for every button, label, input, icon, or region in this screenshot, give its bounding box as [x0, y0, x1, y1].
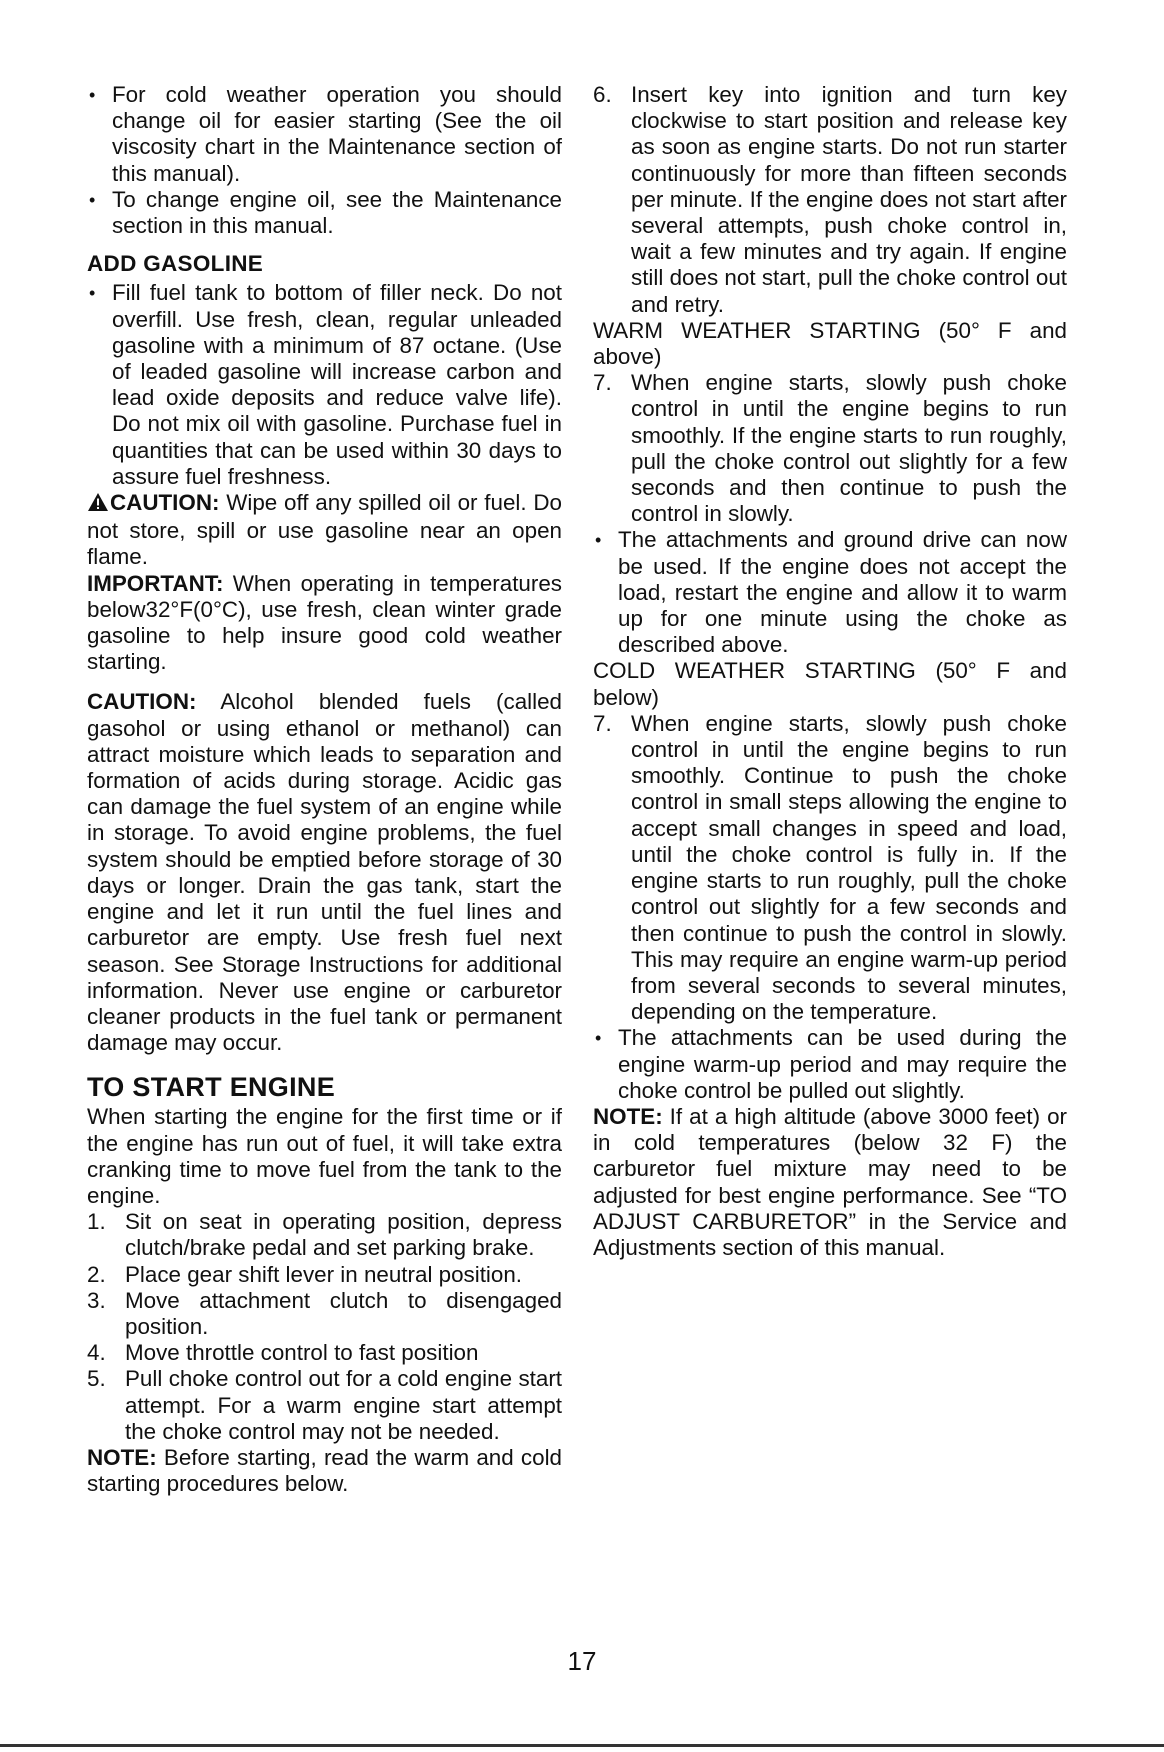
start-steps-list [87, 1209, 562, 1445]
add-gasoline-heading: ADD GASOLINE [87, 251, 264, 277]
altitude-note-text: If at a high altitude (above 3000 feet) or in cold temperatures (below 32 F) the carburetor fuel mixture may need to be adjusted for best engine performance. See “TO ADJUST CARBURETOR” in the Service and Adjustments section of this manual. [593, 1103, 1067, 1260]
note-paragraph [87, 1445, 562, 1497]
right-column [593, 82, 1067, 1261]
bottom-divider [0, 1744, 1164, 1747]
fuel-tank-bullet: • Fill fuel tank to bottom of filler neck. Do not overfill. Use fresh, clean, regular unleaded gasoline with a minimum of 87 octane. (Use of leaded gasoline will increase carbon and lead oxide deposits and reduce valve life). Do not mix oil with gasoline. Purchase fuel in quantities that can be used within 30 days to assure fuel freshness. [87, 280, 562, 490]
step-6-item: 6. Insert key into ignition and turn key clockwise to start position and release key as soon as engine starts. Do not run starter continuously for more than fifteen seconds per minute. If the engine does not start after several attempts, push choke control in, wait a few minutes and try again. If engine still does not start, pull the choke control out and retry. [593, 82, 1067, 317]
important-label: IMPORTANT: [87, 570, 224, 596]
caution-text: Wipe off any spilled oil or fuel. Do not store, spill or use gasoline near an open flame. [87, 490, 562, 570]
caution-alcohol-label: CAUTION: [87, 689, 197, 715]
note-label: NOTE: [87, 1444, 157, 1470]
step-item: 1. Sit on seat in operating position, depress clutch/brake pedal and set parking brake. [87, 1209, 562, 1261]
warm-step-7-item: 7. When engine starts, slowly push choke control in until the engine begins to run smoothly. If the engine starts to run roughly, pull the choke control out slightly for a few seconds and then continue to push the control in slowly. [593, 370, 1067, 527]
step-item: 5. Pull choke control out for a cold engine start attempt. For a warm engine start attempt the choke control may not be needed. [87, 1366, 562, 1444]
cold-weather-oil-bullet: • For cold weather operation you should change oil for easier starting (See the oil viscosity chart in the Maintenance section of this manual). [87, 82, 562, 187]
caution-alcohol-paragraph [87, 689, 562, 1056]
change-oil-bullet: • To change engine oil, see the Maintenance section in this manual. [87, 187, 562, 239]
left-column [87, 82, 562, 1497]
important-text: When operating in temperatures below32°F(0°C), use fresh, clean winter grade gasoline to help insure good cold weather starting. [87, 570, 562, 675]
altitude-note-paragraph [593, 1104, 1067, 1261]
page-number: 17 [567, 1646, 597, 1676]
altitude-note-label: NOTE: [593, 1103, 663, 1129]
warning-triangle-icon [87, 492, 109, 518]
step-item: 2. Place gear shift lever in neutral position. [87, 1261, 523, 1287]
step-item: 4. Move throttle control to fast position [87, 1340, 479, 1366]
caution-spill-paragraph [87, 490, 562, 571]
step-item: 3. Move attachment clutch to disengaged position. [87, 1287, 562, 1339]
cold-weather-heading: COLD WEATHER STARTING (50° F and below) [593, 658, 1067, 710]
cold-step-7-item: 7. When engine starts, slowly push choke control in until the engine begins to run smoothly. Continue to push the choke control in small steps allowing the engine to accept small changes in speed and load, until the choke control is fully in. If the engine starts to run roughly, pull the choke control out slightly for a few seconds and then continue to push the control in slowly. This may require an engine warm-up period from several seconds to several minutes, depending on the temperature. [593, 710, 1067, 1025]
start-intro-paragraph: When starting the engine for the first time or if the engine has run out of fuel, it will take extra cranking time to move fuel from the tank to the engine. [87, 1104, 562, 1208]
to-start-engine-heading: TO START ENGINE [87, 1072, 336, 1103]
note-text: Before starting, read the warm and cold starting procedures below. [87, 1444, 562, 1497]
important-paragraph [87, 571, 562, 676]
warm-weather-heading: WARM WEATHER STARTING (50° F and above) [593, 317, 1067, 370]
caution-alcohol-text: Alcohol blended fuels (called gasohol or using ethanol or methanol) can attract moisture which leads to separation and formation of acids during storage. Acidic gas can damage the fuel system of an engine while in storage. To avoid engine problems, the fuel system should be emptied before storage of 30 days or longer. Drain the gas tank, start the engine and let it run until the fuel lines and carburetor are empty. Use fresh fuel next season. See Storage Instructions for additional information. Never use engine or carburetor cleaner products in the fuel tank or permanent damage may occur. [87, 689, 562, 1056]
warm-attachments-bullet: • The attachments and ground drive can now be used. If the engine does not accept the load, restart the engine and allow it to warm up for one minute using the choke as described above. [593, 527, 1067, 658]
caution-label: CAUTION: [110, 490, 220, 516]
cold-attachments-bullet: • The attachments can be used during the engine warm-up period and may require the choke control be pulled out slightly. [593, 1025, 1067, 1104]
